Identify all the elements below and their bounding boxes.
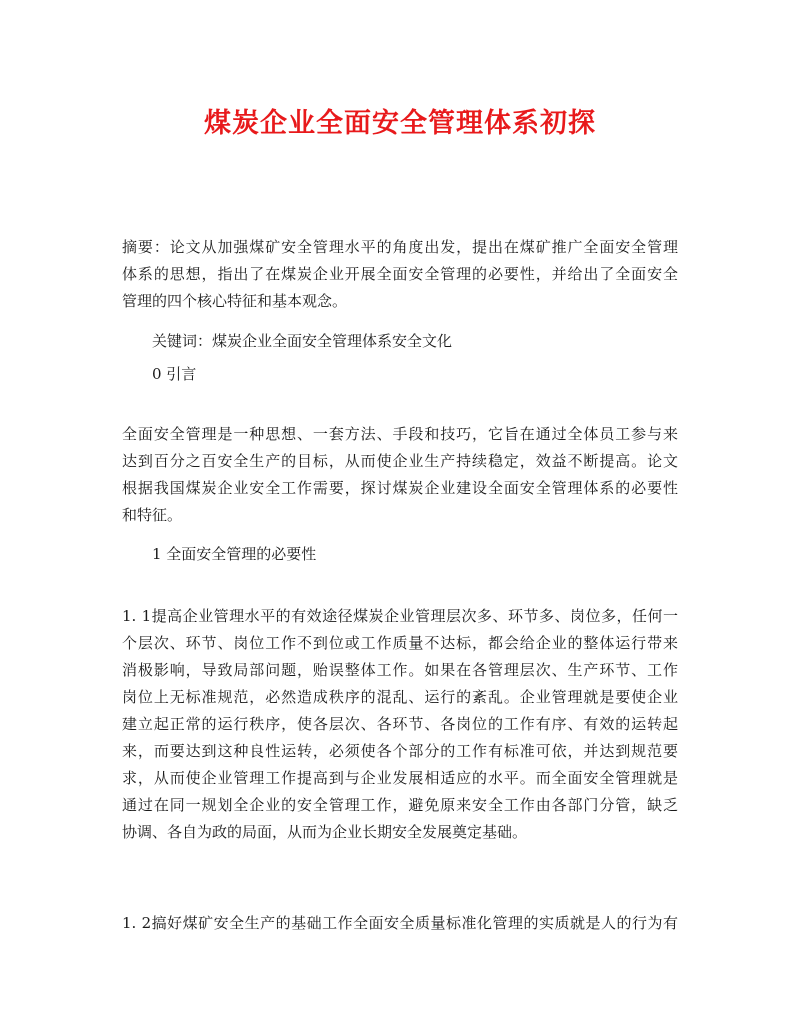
- section-1-1-paragraph: [122, 603, 678, 846]
- section-1-1-line: 消极影响，导致局部问题，贻误整体工作。如果在各管理层次、生产环节、工作: [122, 661, 678, 679]
- section-1-1-line: 1. 1提高企业管理水平的有效途径煤炭企业管理层次多、环节多、岗位多，任何一: [122, 607, 678, 625]
- section-1-1-line: 协调、各自为政的局面，从而为企业长期安全发展奠定基础。: [122, 823, 528, 841]
- section-1-1-line: 来，而要达到这种良性运转，必须使各个部分的工作有标准可依，并达到规范要: [122, 742, 678, 760]
- section-1-2-paragraph: [122, 910, 678, 937]
- section-1-2-line: 1. 2搞好煤矿安全生产的基础工作全面安全质量标准化管理的实质就是人的行为有: [122, 914, 678, 932]
- section-1-1-line: 岗位上无标准规范，必然造成秩序的混乱、运行的紊乱。企业管理就是要使企业: [122, 688, 678, 706]
- section-1-1-line: 通过在同一规划全企业的安全管理工作，避免原来安全工作由各部门分管，缺乏: [122, 796, 678, 814]
- intro-line: 全面安全管理是一种思想、一套方法、手段和技巧，它旨在通过全体员工参与来: [122, 425, 678, 443]
- abstract-line: 管理的四个核心特征和基本观念。: [122, 292, 348, 310]
- keywords-line: 关键词：煤炭企业全面安全管理体系安全文化: [152, 332, 453, 350]
- section-1-1-line: 求，从而使企业管理工作提高到与企业发展相适应的水平。而全面安全管理就是: [122, 769, 678, 787]
- abstract-line: 摘要：论文从加强煤矿安全管理水平的角度出发，提出在煤矿推广全面安全管理: [122, 238, 678, 256]
- intro-paragraph: [122, 421, 678, 529]
- abstract-paragraph: [122, 234, 678, 315]
- intro-line: 根据我国煤炭企业安全工作需要，探讨煤炭企业建设全面安全管理体系的必要性: [122, 479, 678, 497]
- document-title: 煤炭企业全面安全管理体系初探: [204, 108, 596, 139]
- intro-line: 达到百分之百安全生产的目标，从而使企业生产持续稳定，效益不断提高。论文: [122, 452, 678, 470]
- section-1-1-line: 建立起正常的运行秩序，使各层次、各环节、各岗位的工作有序、有效的运转起: [122, 715, 678, 733]
- section-1-1-line: 个层次、环节、岗位工作不到位或工作质量不达标，都会给企业的整体运行带来: [122, 634, 678, 652]
- abstract-line: 体系的思想，指出了在煤炭企业开展全面安全管理的必要性，并给出了全面安全: [122, 265, 678, 283]
- section-heading-0: 0 引言: [152, 365, 197, 383]
- section-heading-1: 1 全面安全管理的必要性: [152, 545, 317, 563]
- intro-line: 和特征。: [122, 506, 183, 524]
